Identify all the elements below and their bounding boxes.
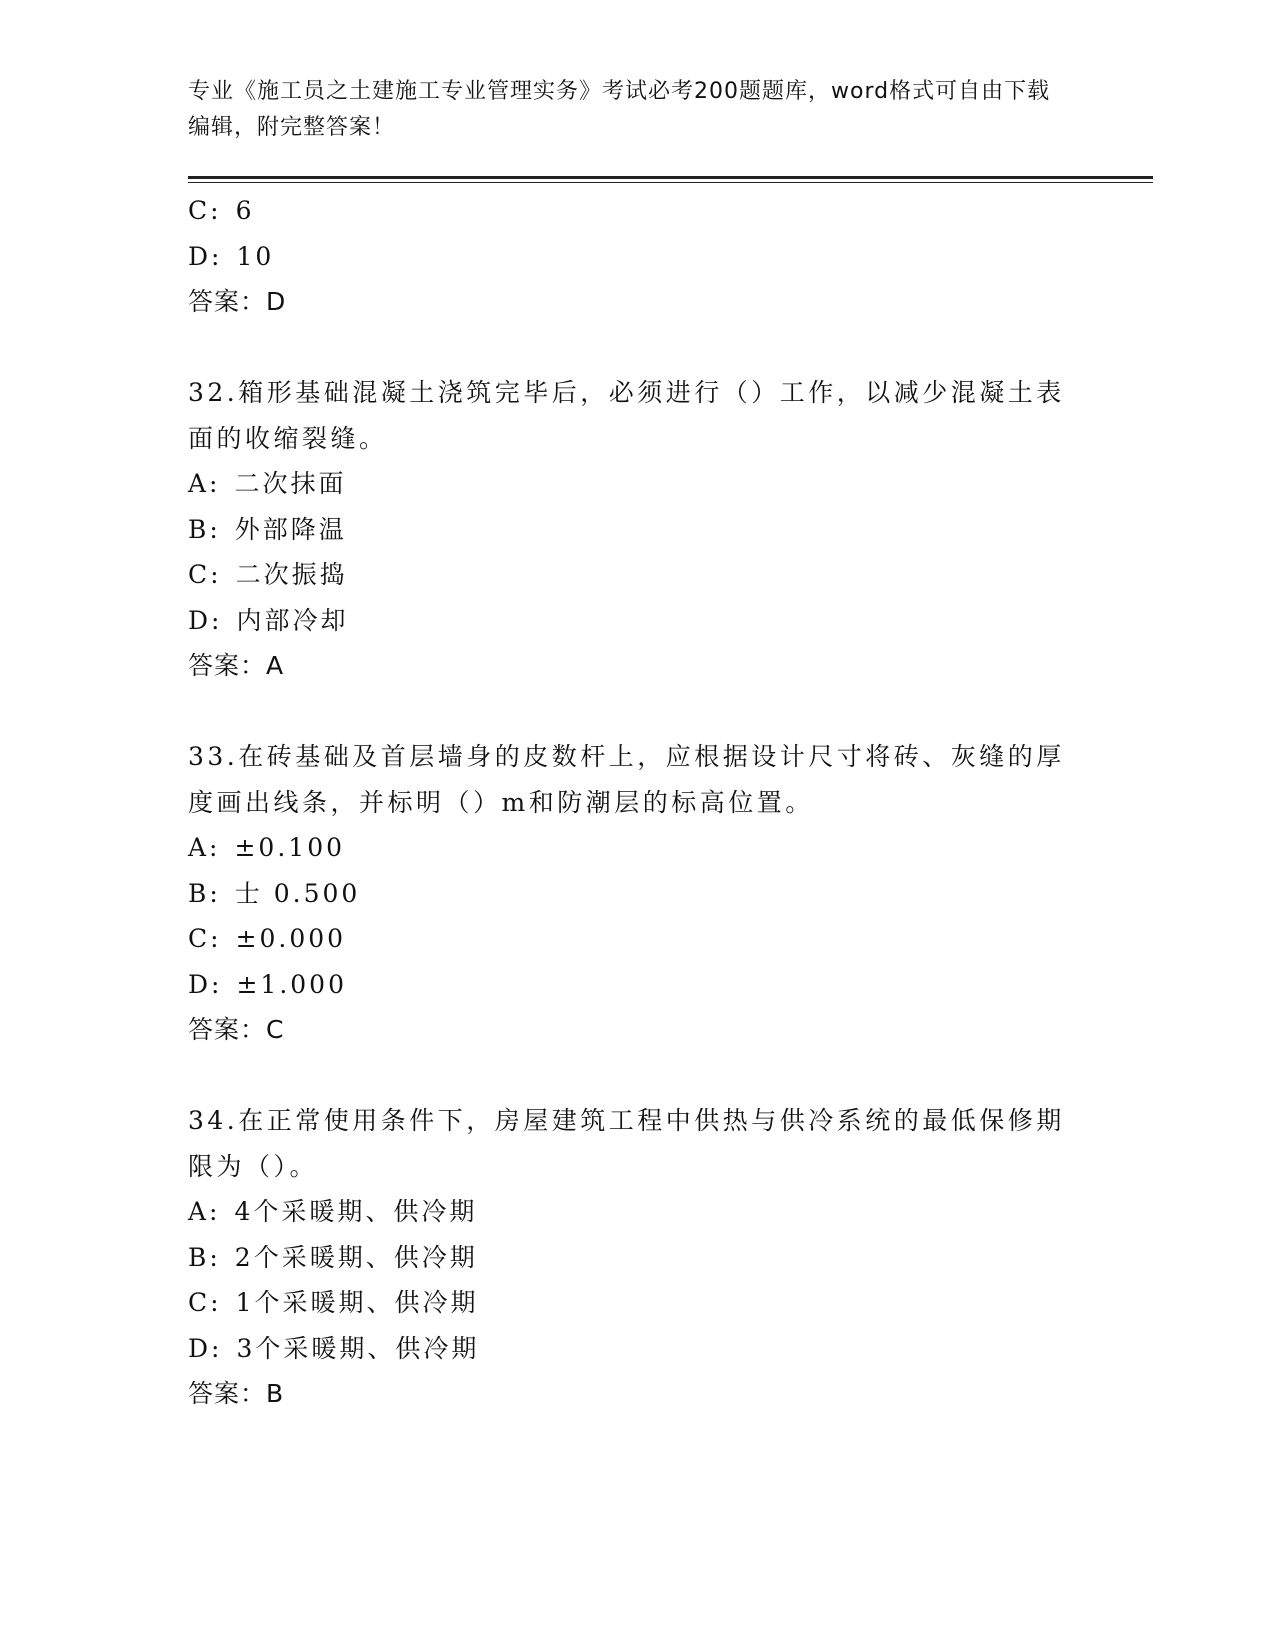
option-letter: D:: [188, 605, 223, 635]
answer-line: 答案：C: [188, 1015, 285, 1044]
option-c: [188, 1280, 1088, 1326]
option-d: [188, 962, 1088, 1008]
option-text: 3个采暖期、供冷期: [236, 1333, 480, 1363]
option-letter: D:: [188, 969, 223, 999]
answer-line: 答案：D: [188, 287, 287, 316]
answer-line: 答案：B: [188, 1379, 285, 1408]
option-text: ±1.000: [236, 969, 347, 999]
answer-line: 答案：A: [188, 651, 285, 680]
option-b: [188, 871, 1088, 917]
question-stem-33: 33.在砖基础及首层墙身的皮数杆上，应根据设计尺寸将砖、灰缝的厚度画出线条，并标明（）m和防潮层的标高位置。: [188, 742, 1065, 817]
option-text: ±0.100: [234, 833, 346, 862]
option-letter: A:: [188, 469, 221, 498]
option-a: [188, 461, 1088, 507]
option-letter: C:: [188, 560, 222, 589]
option-letter: B:: [188, 514, 221, 544]
option-b: [188, 507, 1088, 553]
option-text: 10: [236, 241, 275, 271]
option-text: 士 0.500: [234, 878, 361, 908]
option-text: ±0.000: [235, 924, 347, 953]
option-a: [188, 825, 1088, 871]
option-letter: B:: [188, 878, 221, 908]
option-text: 1个采暖期、供冷期: [235, 1288, 479, 1317]
option-letter: C:: [188, 196, 222, 225]
header-rule-thick: [188, 176, 1153, 179]
option-letter: C:: [188, 924, 222, 953]
option-c: [188, 552, 1088, 598]
spacer: [188, 325, 1088, 371]
option-letter: A:: [188, 833, 221, 862]
option-text: 二次振捣: [235, 560, 348, 589]
question-stem-34: 34.在正常使用条件下，房屋建筑工程中供热与供冷系统的最低保修期限为（）。: [188, 1106, 1065, 1181]
page-header: 专业《施工员之土建施工专业管理实务》考试必考200题题库，word格式可自由下载编辑，附完整答案！: [188, 79, 1051, 140]
question-content: [188, 188, 1088, 1417]
spacer: [188, 1053, 1088, 1099]
option-letter: C:: [188, 1288, 222, 1317]
option-text: 外部降温: [234, 514, 347, 544]
option-c: [188, 916, 1088, 962]
option-letter: A:: [188, 1197, 221, 1226]
option-text: 4个采暖期、供冷期: [234, 1197, 478, 1226]
option-text: 6: [235, 196, 255, 225]
option-letter: D:: [188, 1333, 223, 1363]
option-letter: D:: [188, 241, 223, 271]
option-a: [188, 1189, 1088, 1235]
spacer: [188, 689, 1088, 735]
option-text: 2个采暖期、供冷期: [234, 1242, 478, 1272]
option-d: [188, 598, 1088, 644]
option-letter: B:: [188, 1242, 221, 1272]
header-rule-thin: [188, 182, 1153, 183]
option-d: [188, 234, 1088, 280]
option-d: [188, 1326, 1088, 1372]
option-c: [188, 188, 1088, 234]
option-text: 内部冷却: [236, 605, 349, 635]
question-stem-32: 32.箱形基础混凝土浇筑完毕后，必须进行（）工作，以减少混凝土表面的收缩裂缝。: [188, 378, 1065, 453]
option-text: 二次抹面: [234, 469, 347, 498]
option-b: [188, 1235, 1088, 1281]
